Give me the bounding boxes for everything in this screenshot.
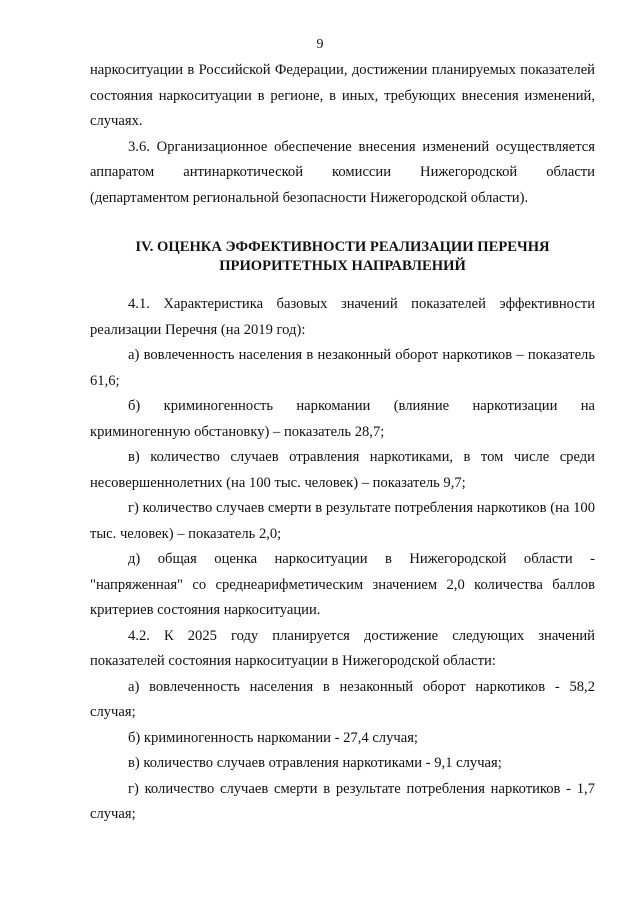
list-item-4-1-v: в) количество случаев отравления наркотиками, в том числе среди несовершеннолетних (на 100 тыс. человек) – показатель 9,7; <box>90 449 595 491</box>
paragraph-4-2: 4.2. К 2025 году планируется достижение следующих значений показателей состояния наркоситуации в Нижегородской области: <box>90 627 595 669</box>
page-number: 9 <box>316 37 324 52</box>
document-body <box>90 58 595 828</box>
list-item-4-2-b: б) криминогенность наркомании - 27,4 случая; <box>128 729 418 746</box>
section-heading-line-1: IV. ОЦЕНКА ЭФФЕКТИВНОСТИ РЕАЛИЗАЦИИ ПЕРЕЧНЯ <box>135 239 550 255</box>
section-heading <box>90 238 595 276</box>
list-item-4-1-d: д) общая оценка наркоситуации в Нижегородской области - "напряженная" со среднеарифметическим значением 2,0 количества баллов критериев состояния наркоситуации. <box>90 551 595 618</box>
list-item-4-1-a: а) вовлеченность населения в незаконный оборот наркотиков – показатель 61,6; <box>90 347 595 389</box>
paragraph-continuation: наркоситуации в Российской Федерации, достижении планируемых показателей состояния наркоситуации в регионе, в иных, требующих внесения изменений, случаях. <box>90 62 595 129</box>
list-item-4-1-g: г) количество случаев смерти в результате потребления наркотиков (на 100 тыс. человек) – показатель 2,0; <box>90 500 595 542</box>
paragraph-3-6: 3.6. Организационное обеспечение внесения изменений осуществляется аппаратом антинаркотической комиссии Нижегородской области (департаментом региональной безопасности Нижегородской области). <box>90 138 595 206</box>
section-heading-line-2: ПРИОРИТЕТНЫХ НАПРАВЛЕНИЙ <box>219 258 466 274</box>
list-item-4-2-a: а) вовлеченность населения в незаконный оборот наркотиков - 58,2 случая; <box>90 678 595 720</box>
list-item-4-1-b: б) криминогенность наркомании (влияние наркотизации на криминогенную обстановку) – показатель 28,7; <box>90 398 595 440</box>
list-item-4-2-g: г) количество случаев смерти в результате потребления наркотиков - 1,7 случая; <box>90 780 595 822</box>
list-item-4-2-v: в) количество случаев отравления наркотиками - 9,1 случая; <box>128 755 502 771</box>
paragraph-4-1: 4.1. Характеристика базовых значений показателей эффективности реализации Перечня (на 2019 год): <box>90 296 595 338</box>
